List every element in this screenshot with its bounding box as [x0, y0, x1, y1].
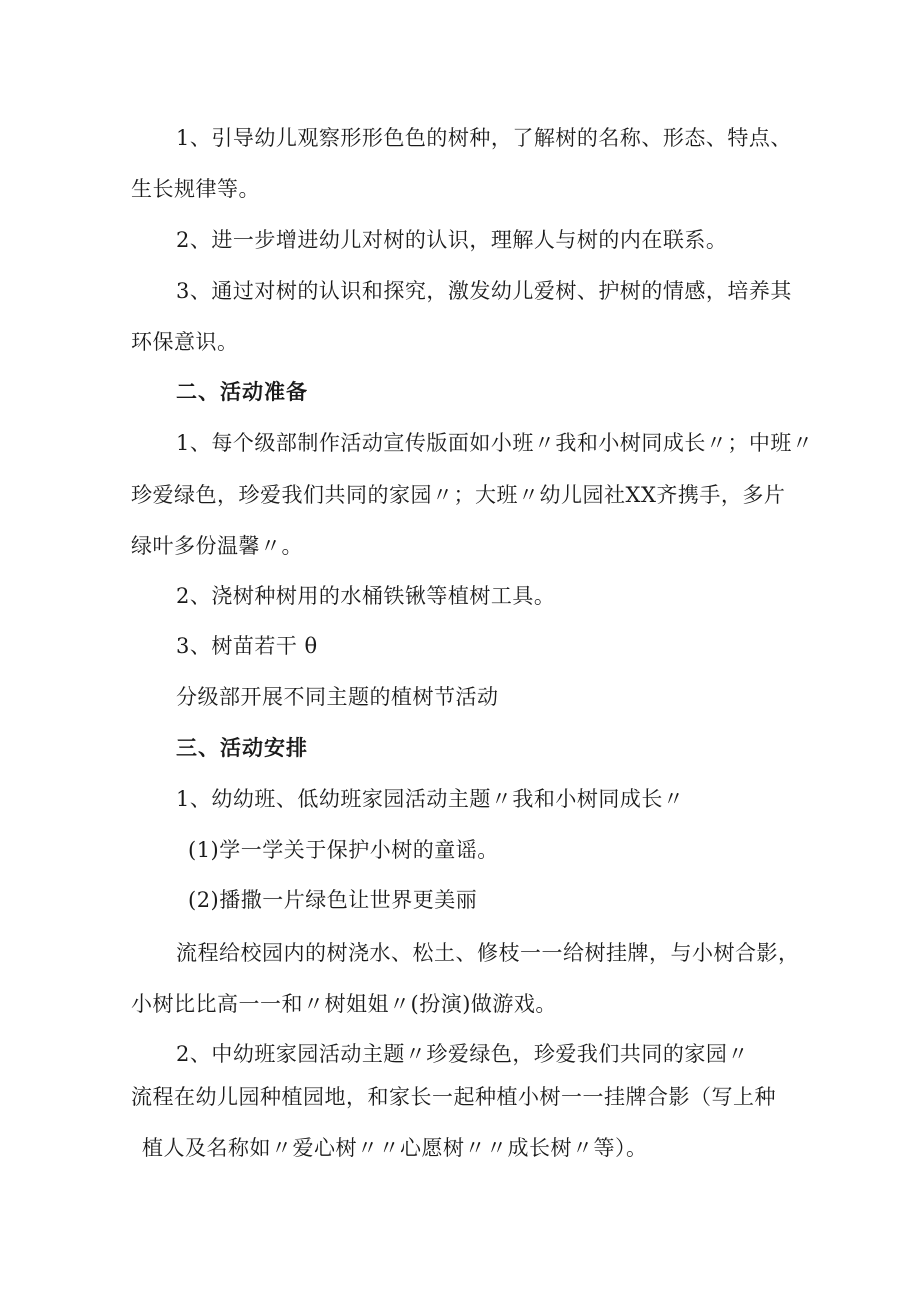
goal-item-1-line-1: 1、引导幼儿观察形形色色的树种，了解树的名称、形态、特点、: [176, 126, 792, 150]
goal-item-3-line-1: 3、通过对树的认识和探究，激发幼儿爱树、护树的情感，培养其: [176, 279, 792, 303]
arrangement-sub-1: (1)学一学关于保护小树的童谣。: [188, 838, 499, 862]
arrangement-sub-2: (2)播撒一片绿色让世界更美丽: [188, 888, 478, 912]
goal-item-2: 2、进一步增进幼儿对树的认识，理解人与树的内在联系。: [176, 228, 728, 252]
arrangement-item-1: 1、幼幼班、低幼班家园活动主题〃我和小树同成长〃: [176, 787, 685, 811]
arrangement-item-2: 2、中幼班家园活动主题〃珍爱绿色，珍爱我们共同的家园〃: [176, 1042, 749, 1066]
preparation-note: 分级部开展不同主题的植树节活动: [176, 685, 499, 709]
preparation-item-1-line-3: 绿叶多份温馨〃。: [131, 534, 303, 558]
arrangement-flow-1-line-1: 流程给校园内的树浇水、松土、修枝一一给树挂牌，与小树合影，: [176, 941, 800, 965]
arrangement-flow-2-line-1: 流程在幼儿园种植园地，和家长一起种植小树一一挂牌合影（写上种: [131, 1085, 776, 1109]
goal-item-3-line-2: 环保意识。: [131, 330, 239, 354]
preparation-item-1-line-2: 珍爱绿色，珍爱我们共同的家园〃；大班〃幼儿园社XX齐携手，多片: [131, 483, 786, 507]
arrangement-flow-2-line-2: 植人及名称如〃爱心树〃〃心愿树〃〃成长树〃等）。: [142, 1136, 648, 1160]
preparation-item-1-line-1: 1、每个级部制作活动宣传版面如小班〃我和小树同成长〃；中班〃: [176, 431, 814, 455]
section-heading-arrangement: 三、活动安排: [176, 736, 308, 760]
goal-item-1-line-2: 生长规律等。: [131, 177, 260, 201]
preparation-item-2: 2、浇树种树用的水桶铁锹等植树工具。: [176, 584, 556, 608]
arrangement-flow-1-line-2: 小树比比高一一和〃树姐姐〃(扮演)做游戏。: [131, 992, 557, 1016]
preparation-item-3: 3、树苗若干 θ: [176, 634, 318, 658]
section-heading-preparation: 二、活动准备: [176, 380, 308, 404]
